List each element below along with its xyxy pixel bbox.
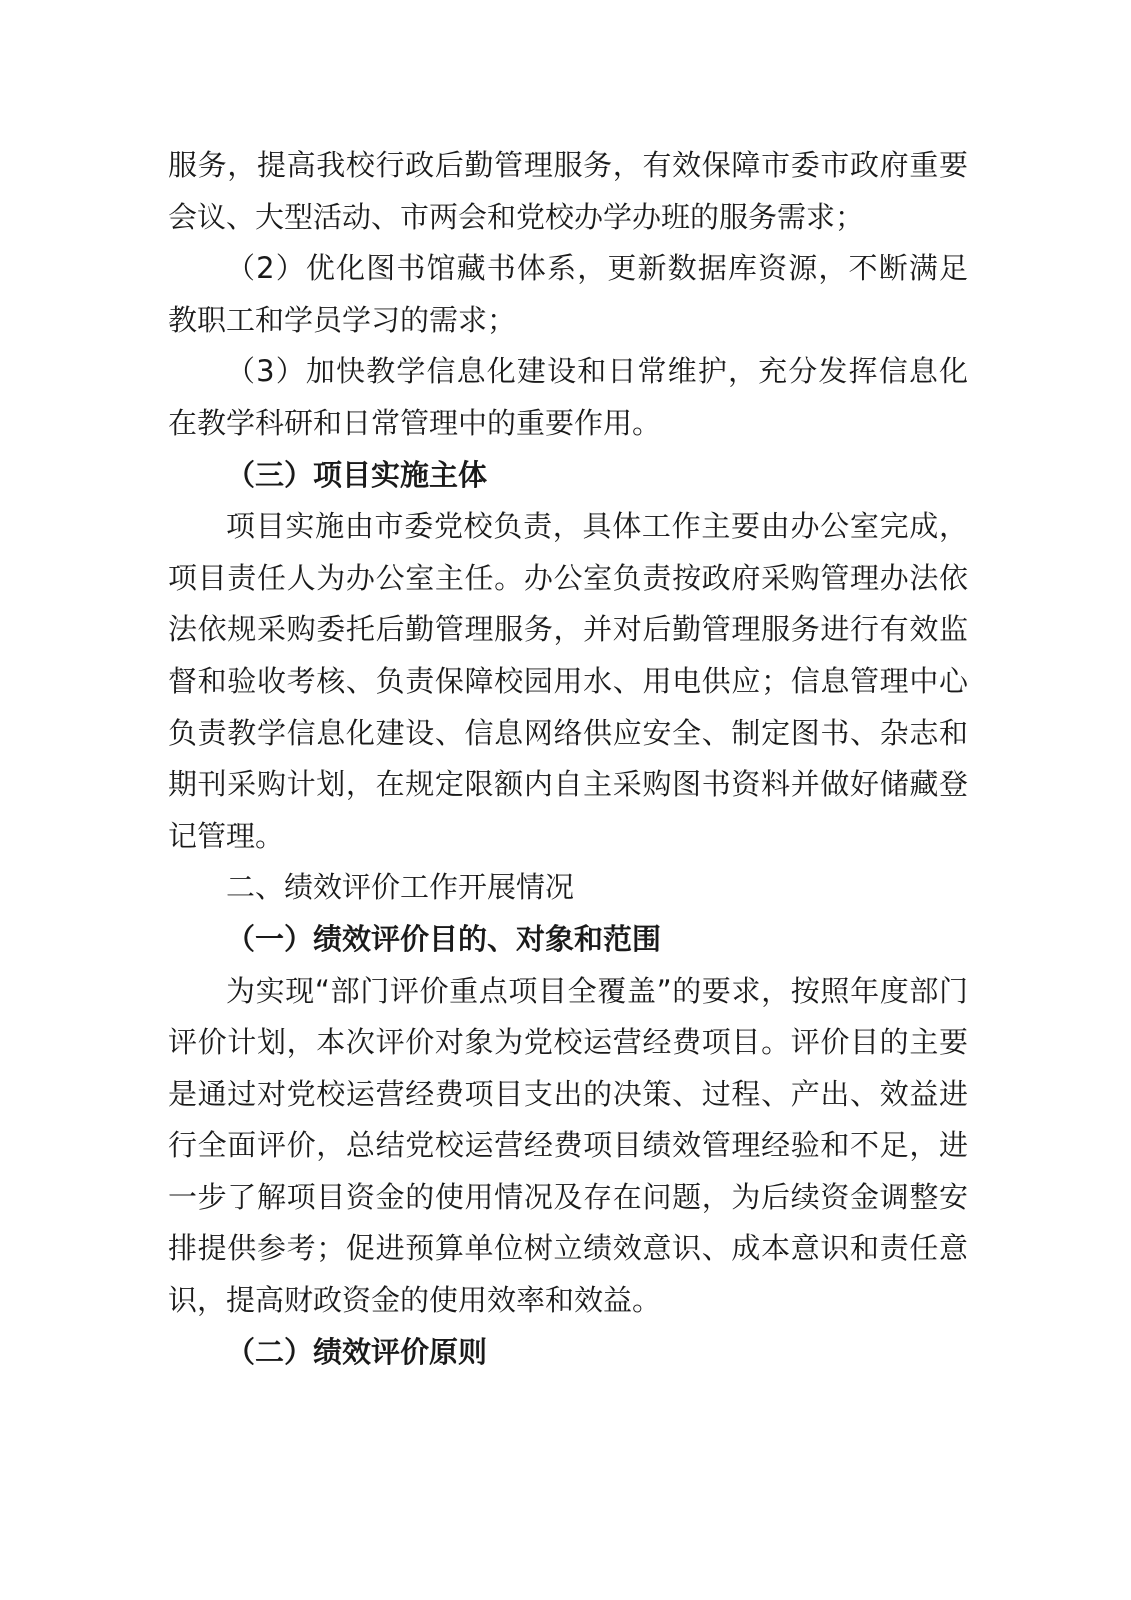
paragraph-item-3: （3）加快教学信息化建设和日常维护，充分发挥信息化在教学科研和日常管理中的重要作用。 xyxy=(168,354,968,440)
paragraph-continuation: 服务，提高我校行政后勤管理服务，有效保障市委市政府重要会议、大型活动、市两会和党校办学办班的服务需求； xyxy=(168,148,968,234)
paragraph-purpose: 为实现“部门评价重点项目全覆盖”的要求，按照年度部门评价计划，本次评价对象为党校运营经费项目。评价目的主要是通过对党校运营经费项目支出的决策、过程、产出、效益进行全面评价，总结党校运营经费项目绩效管理经验和不足，进一步了解项目资金的使用情况及存在问题，为后续资金调整安排提供参考；促进预算单位树立绩效意识、成本意识和责任意识，提高财政资金的使用效率和效益。 xyxy=(168,973,968,1318)
section-heading-principles: （二）绩效评价原则 xyxy=(226,1334,488,1369)
paragraph-implementation: 项目实施由市委党校负责，具体工作主要由办公室完成，项目责任人为办公室主任。办公室负责按政府采购管理办法依法依规采购委托后勤管理服务，并对后勤管理服务进行有效监督和验收考核、负责保障校园用水、用电供应；信息管理中心负责教学信息化建设、信息网络供应安全、制定图书、杂志和期刊采购计划，在规定限额内自主采购图书资料并做好储藏登记管理。 xyxy=(168,509,968,853)
section-title-evaluation: 二、绩效评价工作开展情况 xyxy=(226,870,575,905)
section-heading-purpose: （一）绩效评价目的、对象和范围 xyxy=(226,921,662,956)
paragraph-item-2: （2）优化图书馆藏书体系，更新数据库资源，不断满足教职工和学员学习的需求； xyxy=(168,251,968,337)
document-body xyxy=(168,140,968,1378)
section-heading-implementation: （三）项目实施主体 xyxy=(226,457,488,492)
